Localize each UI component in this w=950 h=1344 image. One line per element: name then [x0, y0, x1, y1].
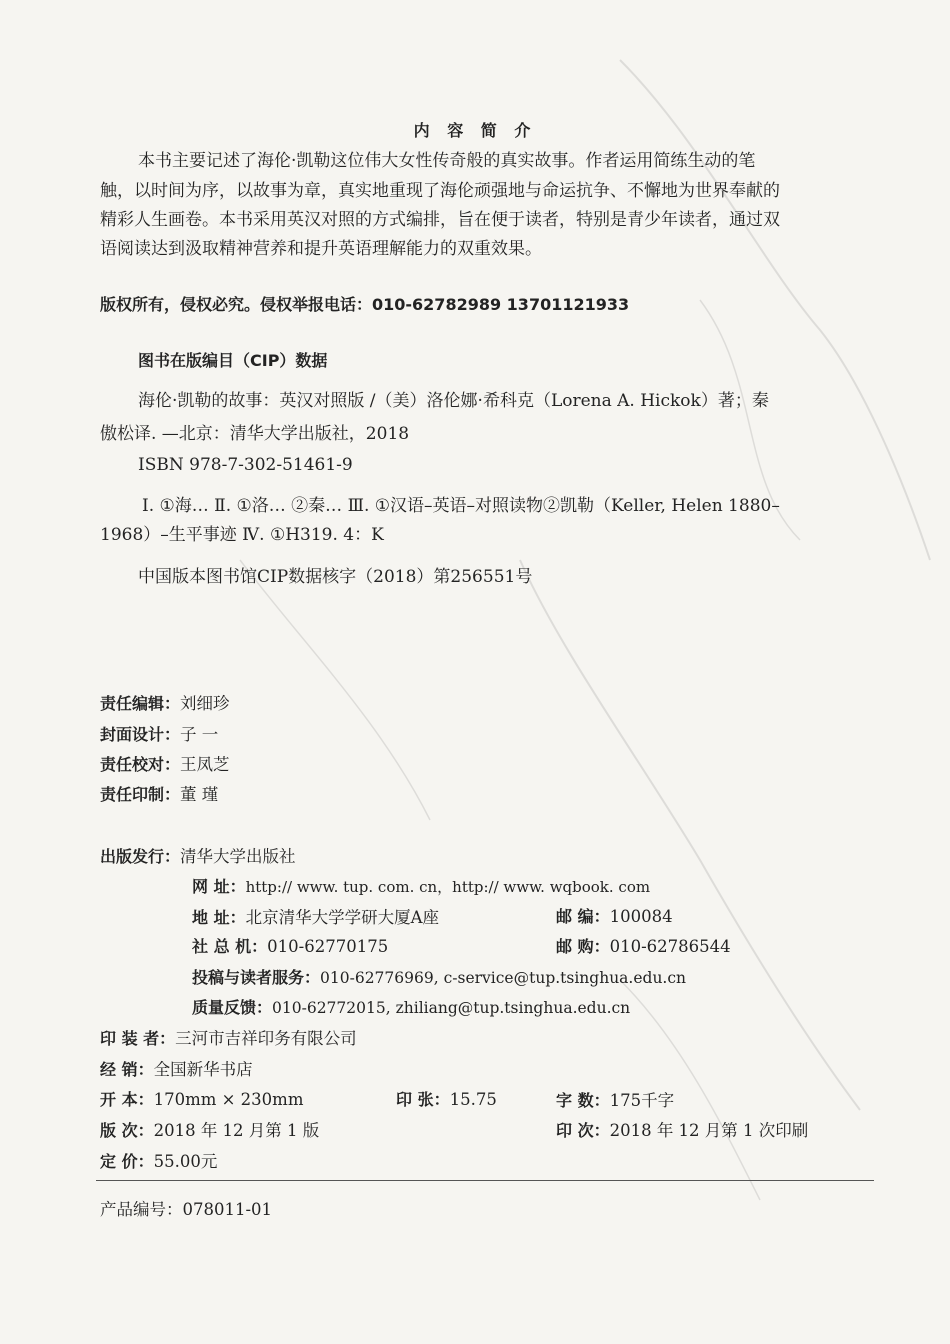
staff-value: 董 瑾: [180, 785, 219, 804]
address-label: 地 址：: [192, 908, 246, 927]
summary-line-1: 本书主要记述了海伦·凯勒这位伟大女性传奇般的真实故事。作者运用简练生动的笔: [138, 151, 756, 171]
cip-line-1: 海伦·凯勒的故事：英汉对照版 /（美）洛伦娜·希科克（Lorena A. Hickok）著；秦: [138, 391, 769, 411]
cip-isbn: ISBN 978-7-302-51461-9: [138, 455, 353, 475]
summary-line-3: 精彩人生画卷。本书采用英汉对照的方式编排，旨在便于读者，特别是青少年读者，通过双: [100, 210, 780, 230]
zip-label: 邮 编：: [556, 907, 610, 926]
staff-label: 责任印制：: [100, 785, 181, 804]
feedback-value: 010-62772015, zhiliang@tup.tsinghua.edu.cn: [272, 999, 631, 1017]
staff-value: 刘细珍: [180, 694, 230, 713]
distributor-label: 经 销：: [100, 1060, 154, 1079]
staff-row: [100, 781, 218, 805]
cip-record-number: 中国版本图书馆CIP数据核字（2018）第256551号: [138, 567, 533, 587]
staff-value: 王凤芝: [180, 755, 230, 774]
wordcount-label: 字 数：: [556, 1091, 610, 1110]
sheets-value: 15.75: [449, 1090, 497, 1109]
product-code-value: 078011-01: [182, 1200, 273, 1219]
web-label: 网 址：: [192, 877, 246, 896]
price-row: [100, 1148, 217, 1172]
service-value: 010-62776969, c-service@tup.tsinghua.edu.cn: [320, 969, 687, 987]
switchboard-label: 社 总 机：: [192, 937, 268, 956]
staff-row: [100, 690, 230, 714]
mailorder-value: 010-62786544: [609, 937, 731, 956]
staff-row: [100, 751, 230, 775]
mailorder-label: 邮 购：: [556, 937, 610, 956]
cip-line-2: 傲松译. —北京：清华大学出版社，2018: [100, 424, 410, 444]
wordcount-value: 175千字: [609, 1091, 675, 1110]
staff-label: 责任编辑：: [100, 694, 181, 713]
publisher-switchboard-row: [192, 934, 388, 957]
service-label: 投稿与读者服务：: [192, 968, 321, 987]
edition-value: 2018 年 12 月第 1 版: [153, 1121, 320, 1140]
impression-value: 2018 年 12 月第 1 次印刷: [609, 1121, 809, 1140]
cip-heading: 图书在版编目（CIP）数据: [138, 351, 328, 370]
publisher-row: [100, 843, 296, 867]
cip-line-5: 1968）–生平事迹 Ⅳ. ①H319. 4：K: [100, 525, 384, 545]
impression-label: 印 次：: [556, 1121, 610, 1140]
staff-label: 责任校对：: [100, 755, 181, 774]
distributor-value: 全国新华书店: [153, 1060, 253, 1079]
copyright-notice: 版权所有，侵权必究。侵权举报电话：010-62782989 13701121933: [100, 295, 630, 314]
summary-heading: 内 容 简 介: [413, 121, 537, 140]
product-code-row: [100, 1196, 272, 1220]
format-value: 170mm × 230mm: [153, 1090, 304, 1109]
summary-line-4: 语阅读达到汲取精神营养和提升英语理解能力的双重效果。: [100, 239, 542, 259]
price-label: 定 价：: [100, 1152, 154, 1171]
switchboard-value: 010-62770175: [267, 937, 389, 956]
summary-line-2: 触，以时间为序，以故事为章，真实地重现了海伦顽强地与命运抗争、不懈地为世界奉献的: [100, 181, 780, 201]
price-value: 55.00元: [153, 1152, 218, 1171]
distributor-row: [100, 1056, 253, 1080]
feedback-label: 质量反馈：: [192, 998, 273, 1017]
format-row: [100, 1087, 303, 1110]
publisher-address-row: [192, 904, 439, 928]
sheets-label: 印 张：: [396, 1090, 450, 1109]
cip-line-4: Ⅰ. ①海… Ⅱ. ①洛… ②秦… Ⅲ. ①汉语–英语–对照读物②凯勒（Keller, Helen 1880–: [142, 496, 780, 516]
printer-label: 印 装 者：: [100, 1029, 176, 1048]
impression-row: [556, 1117, 808, 1141]
staff-row: [100, 721, 218, 745]
publisher-service-row: [192, 965, 686, 988]
edition-row: [100, 1117, 319, 1141]
staff-label: 封面设计：: [100, 725, 181, 744]
address-value: 北京清华大学学研大厦A座: [245, 908, 439, 927]
printer-value: 三河市吉祥印务有限公司: [175, 1029, 357, 1048]
publisher-label: 出版发行：: [100, 847, 181, 866]
format-label: 开 本：: [100, 1090, 154, 1109]
staff-value: 子 一: [180, 725, 219, 744]
edition-label: 版 次：: [100, 1121, 154, 1140]
publisher-value: 清华大学出版社: [180, 847, 296, 866]
wordcount-row: [556, 1087, 674, 1111]
printer-row: [100, 1025, 357, 1049]
product-code-label: 产品编号：: [100, 1200, 183, 1219]
sheets-row: [396, 1087, 497, 1110]
publisher-web-row: [192, 874, 650, 897]
publisher-feedback-row: [192, 995, 630, 1018]
publisher-zip-row: [556, 904, 673, 927]
publisher-mailorder-row: [556, 934, 731, 957]
zip-value: 100084: [609, 907, 673, 926]
divider-line: [96, 1180, 874, 1181]
web-value: http:// www. tup. com. cn，http:// www. wqbook. com: [245, 878, 651, 896]
